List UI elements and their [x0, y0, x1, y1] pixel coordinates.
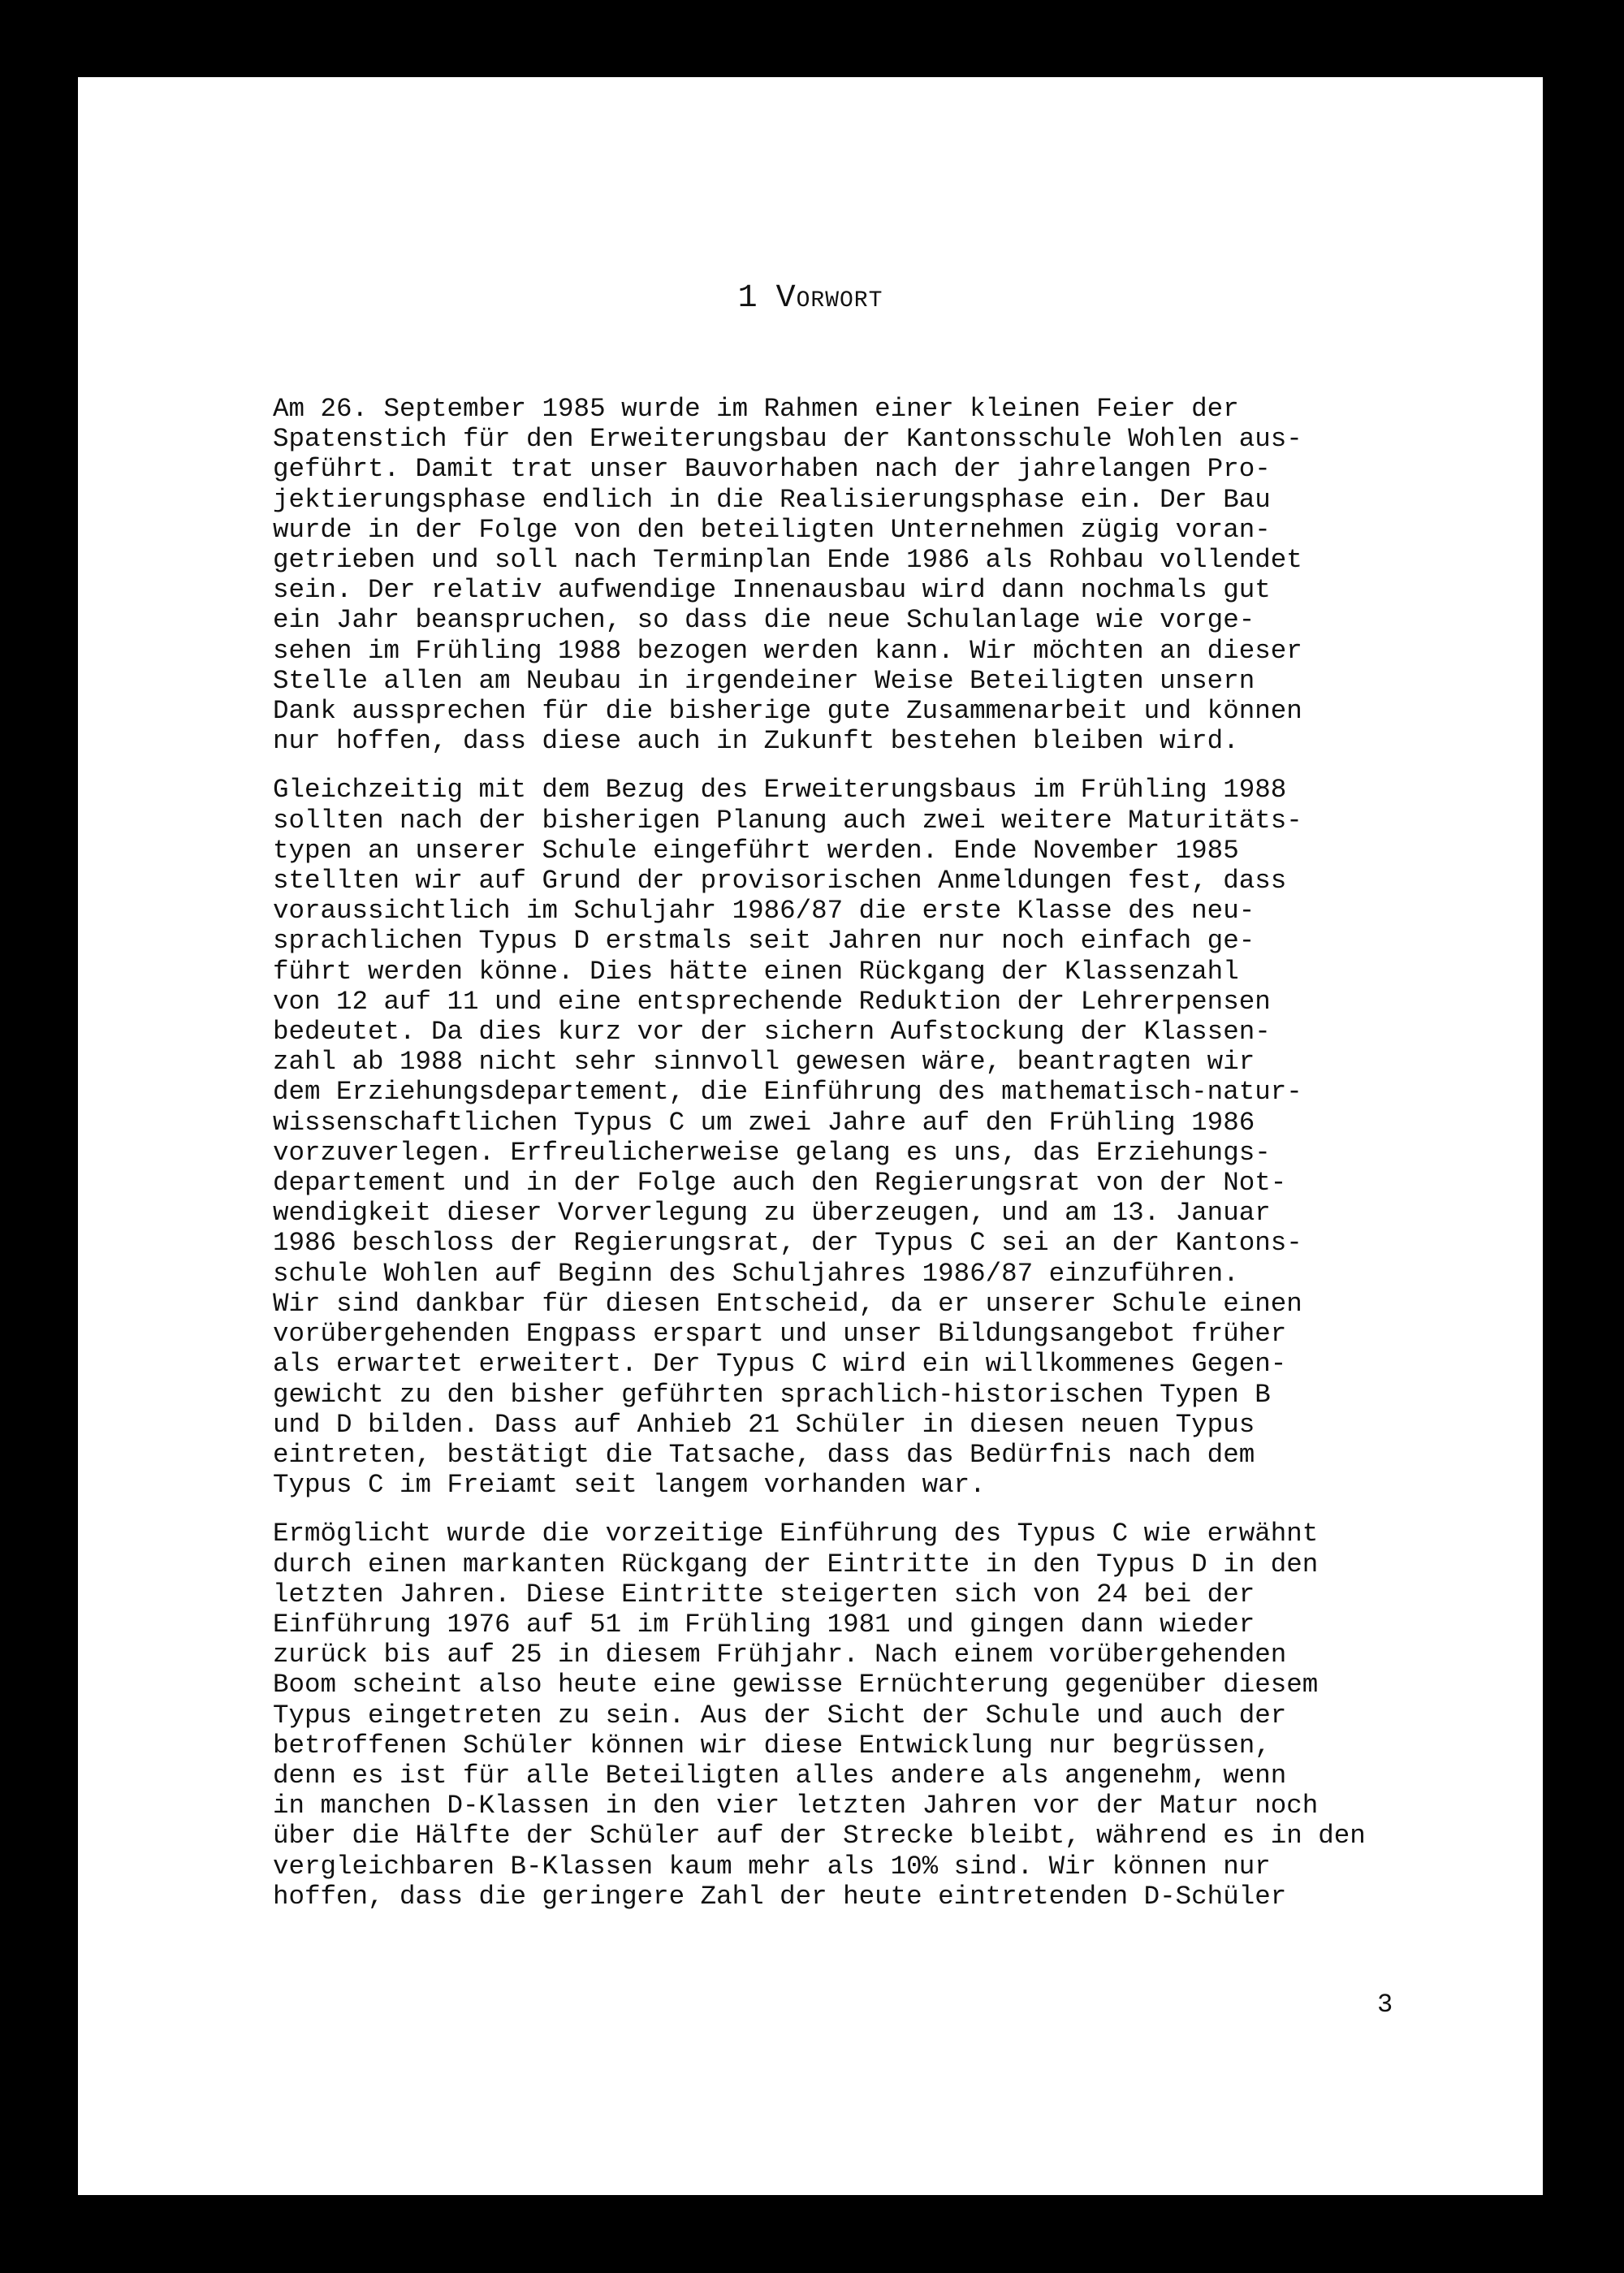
text-line: sollten nach der bisherigen Planung auch zwei weitere Maturitäts- — [273, 805, 1302, 836]
text-line: getrieben und soll nach Terminplan Ende 1986 als Rohbau vollendet — [273, 545, 1302, 576]
text-line: Gleichzeitig mit dem Bezug des Erweiterungsbaus im Frühling 1988 — [273, 775, 1287, 806]
text-line: vorzuverlegen. Erfreulicherweise gelang es uns, das Erziehungs- — [273, 1137, 1271, 1168]
text-line: 1986 beschloss der Regierungsrat, der Typus C sei an der Kantons- — [273, 1228, 1302, 1259]
text-line: als erwartet erweitert. Der Typus C wird ein willkommenes Gegen- — [273, 1349, 1287, 1380]
text-line: Ermöglicht wurde die vorzeitige Einführung des Typus C wie erwähnt — [273, 1519, 1319, 1549]
text-line: Einführung 1976 auf 51 im Frühling 1981 und gingen dann wieder — [273, 1609, 1255, 1640]
text-line: Spatenstich für den Erweiterungsbau der Kantonsschule Wohlen aus- — [273, 424, 1302, 455]
text-line: von 12 auf 11 und eine entsprechende Reduktion der Lehrerpensen — [273, 986, 1271, 1017]
text-line: bedeutet. Da dies kurz vor der sichern Aufstockung der Klassen- — [273, 1017, 1271, 1048]
text-line: wurde in der Folge von den beteiligten Unternehmen zügig voran- — [273, 514, 1271, 545]
text-line: Typus C im Freiamt seit langem vorhanden war. — [273, 1470, 986, 1501]
text-line: wendigkeit dieser Vorverlegung zu überzeugen, und am 13. Januar — [273, 1198, 1271, 1229]
text-line: Dank aussprechen für die bisherige gute Zusammenarbeit und können — [273, 696, 1302, 727]
text-line: gewicht zu den bisher geführten sprachlich-historischen Typen B — [273, 1379, 1271, 1410]
chapter-title: Vorwort — [775, 280, 883, 317]
page-number: 3 — [1377, 1990, 1393, 2020]
text-line: vergleichbaren B-Klassen kaum mehr als 10% sind. Wir können nur — [273, 1851, 1271, 1882]
text-line: Boom scheint also heute eine gewisse Ernüchterung gegenüber diesem — [273, 1670, 1319, 1700]
chapter-heading — [78, 280, 1543, 317]
text-line: geführt. Damit trat unser Bauvorhaben nach der jahrelangen Pro- — [273, 454, 1271, 485]
text-line: denn es ist für alle Beteiligten alles andere als angenehm, wenn — [273, 1760, 1287, 1791]
text-line: hoffen, dass die geringere Zahl der heute eintretenden D-Schüler — [273, 1881, 1287, 1912]
document-page — [78, 77, 1543, 2195]
text-line: zurück bis auf 25 in diesem Frühjahr. Nach einem vorübergehenden — [273, 1640, 1287, 1670]
text-line: ein Jahr beanspruchen, so dass die neue Schulanlage wie vorge- — [273, 605, 1255, 636]
text-line: sein. Der relativ aufwendige Innenausbau wird dann nochmals gut — [273, 575, 1271, 606]
text-line: sprachlichen Typus D erstmals seit Jahren nur noch einfach ge- — [273, 926, 1255, 957]
paragraph — [273, 394, 1540, 756]
text-line: Stelle allen am Neubau in irgendeiner Weise Beteiligten unsern — [273, 665, 1255, 696]
text-line: typen an unserer Schule eingeführt werden. Ende November 1985 — [273, 835, 1239, 866]
text-line: stellten wir auf Grund der provisorischen Anmeldungen fest, dass — [273, 866, 1287, 897]
text-line: departement und in der Folge auch den Regierungsrat von der Not- — [273, 1168, 1287, 1199]
text-line: Am 26. September 1985 wurde im Rahmen einer kleinen Feier der — [273, 394, 1239, 424]
text-line: letzten Jahren. Diese Eintritte steigerten sich von 24 bei der — [273, 1579, 1255, 1610]
text-line: in manchen D-Klassen in den vier letzten Jahren vor der Matur noch — [273, 1791, 1319, 1821]
text-line: Typus eingetreten zu sein. Aus der Sicht der Schule und auch der — [273, 1700, 1287, 1731]
text-line: nur hoffen, dass diese auch in Zukunft bestehen bleiben wird. — [273, 726, 1239, 757]
text-line: jektierungsphase endlich in die Realisierungsphase ein. Der Bau — [273, 484, 1271, 515]
text-line: voraussichtlich im Schuljahr 1986/87 die erste Klasse des neu- — [273, 896, 1255, 927]
text-line: sehen im Frühling 1988 bezogen werden kann. Wir möchten an dieser — [273, 635, 1302, 666]
text-line: dem Erziehungsdepartement, die Einführung des mathematisch-natur- — [273, 1077, 1302, 1108]
text-line: Wir sind dankbar für diesen Entscheid, da er unserer Schule einen — [273, 1288, 1302, 1319]
text-line: wissenschaftlichen Typus C um zwei Jahre auf den Frühling 1986 — [273, 1107, 1255, 1138]
text-line: zahl ab 1988 nicht sehr sinnvoll gewesen wäre, beantragten wir — [273, 1047, 1255, 1078]
text-line: vorübergehenden Engpass erspart und unser Bildungsangebot früher — [273, 1319, 1287, 1350]
text-line: und D bilden. Dass auf Anhieb 21 Schüler in diesen neuen Typus — [273, 1409, 1255, 1440]
text-line: eintreten, bestätigt die Tatsache, dass das Bedürfnis nach dem — [273, 1439, 1255, 1470]
chapter-number: 1 — [737, 280, 758, 317]
body-text — [273, 394, 1540, 1930]
paragraph — [273, 1519, 1540, 1912]
text-line: betroffenen Schüler können wir diese Entwicklung nur begrüssen, — [273, 1730, 1271, 1761]
text-line: über die Hälfte der Schüler auf der Strecke bleibt, während es in den — [273, 1821, 1366, 1852]
paragraph — [273, 775, 1540, 1500]
text-line: schule Wohlen auf Beginn des Schuljahres 1986/87 einzuführen. — [273, 1258, 1239, 1289]
text-line: führt werden könne. Dies hätte einen Rückgang der Klassenzahl — [273, 956, 1239, 987]
text-line: durch einen markanten Rückgang der Eintritte in den Typus D in den — [273, 1549, 1319, 1579]
